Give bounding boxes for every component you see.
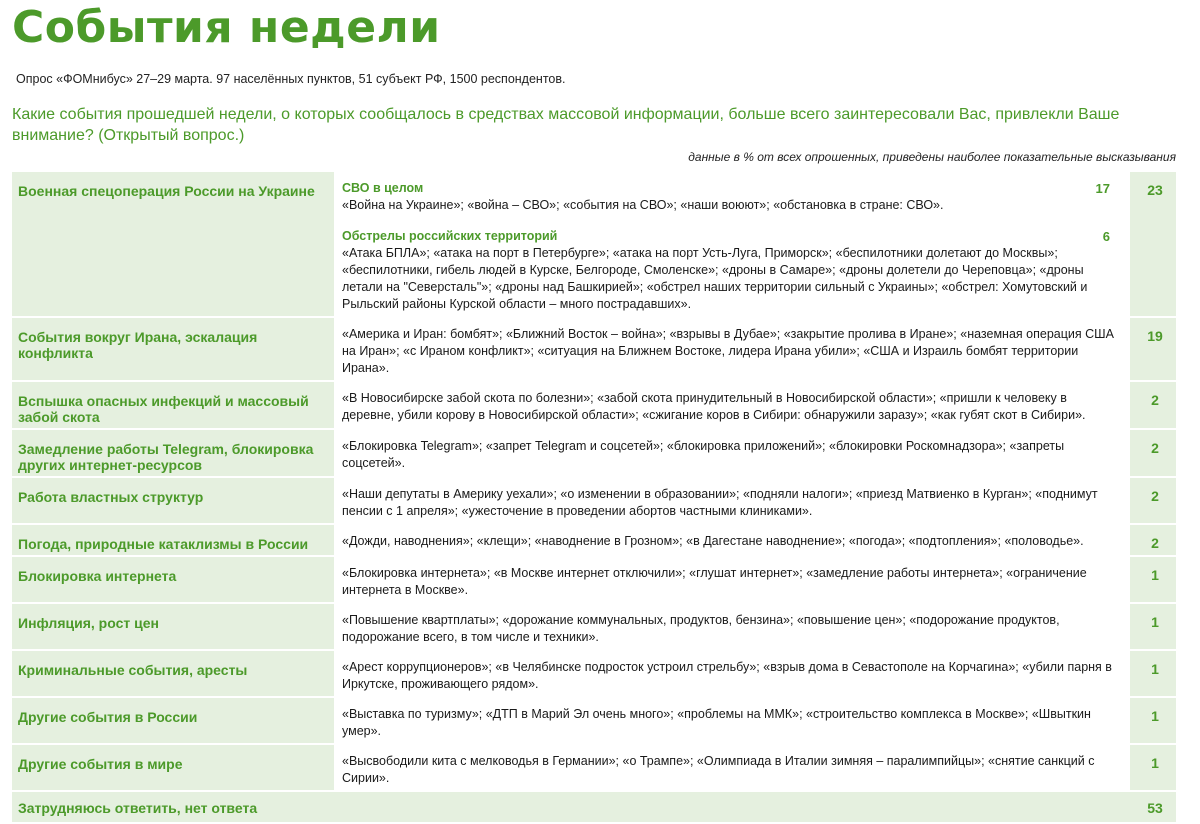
category-label: Другие события в России bbox=[12, 697, 334, 744]
table-row bbox=[12, 317, 1176, 381]
table-row bbox=[12, 429, 1176, 477]
quotes-cell: «Наши депутаты в Америку уехали»; «о изменении в образовании»; «подняли налоги»; «приезд Матвиенко в Курган»; «поднимут пенсии с 1 апреля»; «ужесточение в проведении абортов частными клиниками». bbox=[334, 477, 1130, 524]
table-row bbox=[12, 556, 1176, 603]
quotes-cell: «Дожди, наводнения»; «клещи»; «наводнение в Грозном»; «в Дагестане наводнение»; «погода»; «подтопления»; «половодье». bbox=[334, 524, 1130, 556]
survey-info: Опрос «ФОМнибус» 27–29 марта. 97 населённых пунктов, 51 субъект РФ, 1500 респондентов. bbox=[16, 72, 566, 86]
percent-value: 23 bbox=[1134, 172, 1176, 317]
quotes-cell: «Высвободили кита с мелководья в Германии»; «о Трампе»; «Олимпиада в Италии зимняя – паралимпийцы»; «снятие санкций с Сирии». bbox=[334, 744, 1130, 791]
percent-value: 2 bbox=[1134, 429, 1176, 477]
quotes-cell: «Повышение квартплаты»; «дорожание коммунальных, продуктов, бензина»; «повышение цен»; «подорожание продуктов, подорожание всего, в том числе и техники». bbox=[334, 603, 1130, 650]
footer-label: Затрудняюсь ответить, нет ответа bbox=[12, 791, 1134, 823]
category-label: События вокруг Ирана, эскалация конфликта bbox=[12, 317, 334, 381]
category-label: Криминальные события, аресты bbox=[12, 650, 334, 697]
quotes-cell bbox=[334, 172, 1130, 317]
footer-value: 53 bbox=[1134, 791, 1176, 823]
subgroup-title: СВО в целом bbox=[342, 181, 424, 195]
percent-value: 1 bbox=[1134, 556, 1176, 603]
category-label: Работа властных структур bbox=[12, 477, 334, 524]
subgroup-value: 17 bbox=[1095, 181, 1110, 196]
data-note: данные в % от всех опрошенных, приведены наиболее показательные высказывания bbox=[688, 150, 1176, 164]
results-table bbox=[12, 172, 1176, 824]
table-row bbox=[12, 172, 1176, 317]
category-label: Вспышка опасных инфекций и массовый забой скота bbox=[12, 381, 334, 429]
category-label: Погода, природные катаклизмы в России bbox=[12, 524, 334, 556]
survey-question: Какие события прошедшей недели, о которых сообщалось в средствах массовой информации, больше всего заинтересовали Вас, привлекли Ваше внимание? (Открытый вопрос.) bbox=[12, 106, 1120, 144]
table-row bbox=[12, 381, 1176, 429]
quotes-cell: «Америка и Иран: бомбят»; «Ближний Восток – война»; «взрывы в Дубае»; «закрытие пролива в Иране»; «наземная операция США на Иран»; «с Ираном конфликт»; «ситуация на Ближнем Востоке, лидера Ирана убили»; «США и Израиль бомбят территории Ирана». bbox=[334, 317, 1130, 381]
subgroup bbox=[342, 180, 1122, 214]
quotes-cell: «Блокировка интернета»; «в Москве интернет отключили»; «глушат интернет»; «замедление работы интернета»; «ограничение интернета в Москве». bbox=[334, 556, 1130, 603]
page-title: События недели bbox=[12, 2, 441, 53]
subgroup-quotes: «Атака БПЛА»; «атака на порт в Петербурге»; «атака на порт Усть-Луга, Приморск»; «беспилотники долетают до Москвы»; «беспилотники, гибель людей в Курске, Белгороде, Смоленске»; «дроны в Самаре»; «дроны долетели до Череповца»; «дроны летали на "Северсталь"»; «дроны над Башкирией»; «обстрел наших территории сильный с Украины»; «обстрел: Хомутовский и Рыльский районы Курской области – много пострадавших». bbox=[342, 246, 1088, 311]
subgroup-value: 6 bbox=[1102, 229, 1110, 244]
percent-value: 19 bbox=[1134, 317, 1176, 381]
table-row bbox=[12, 697, 1176, 744]
table-row bbox=[12, 650, 1176, 697]
percent-value: 2 bbox=[1134, 524, 1176, 556]
quotes-cell: «Блокировка Telegram»; «запрет Telegram и соцсетей»; «блокировка приложений»; «блокировки Роскомнадзора»; «запреты соцсетей». bbox=[334, 429, 1130, 477]
percent-value: 1 bbox=[1134, 650, 1176, 697]
percent-value: 1 bbox=[1134, 603, 1176, 650]
subgroup bbox=[342, 228, 1122, 313]
quotes-cell: «Арест коррупционеров»; «в Челябинске подросток устроил стрельбу»; «взрыв дома в Севастополе на Корчагина»; «убили парня в Иркутске, проживающего рядом». bbox=[334, 650, 1130, 697]
category-label: Другие события в мире bbox=[12, 744, 334, 791]
table-row-total bbox=[12, 791, 1176, 823]
subgroup-title: Обстрелы российских территорий bbox=[342, 229, 558, 243]
percent-value: 2 bbox=[1134, 477, 1176, 524]
quotes-cell: «В Новосибирске забой скота по болезни»; «забой скота принудительный в Новосибирской области»; «пришли к человеку в деревне, убили корову в Новосибирской области»; «сжигание коров в Сибири: обнаружили заразу»; «как губят скот в Сибири». bbox=[334, 381, 1130, 429]
quotes-cell: «Выставка по туризму»; «ДТП в Марий Эл очень много»; «проблемы на ММК»; «строительство комплекса в Москве»; «Швыткин умер». bbox=[334, 697, 1130, 744]
percent-value: 1 bbox=[1134, 697, 1176, 744]
category-label: Инфляция, рост цен bbox=[12, 603, 334, 650]
subgroup-quotes: «Война на Украине»; «война – СВО»; «события на СВО»; «наши воюют»; «обстановка в стране: СВО». bbox=[342, 198, 944, 212]
table-row bbox=[12, 477, 1176, 524]
table-row bbox=[12, 603, 1176, 650]
table-row bbox=[12, 524, 1176, 556]
category-label: Блокировка интернета bbox=[12, 556, 334, 603]
percent-value: 2 bbox=[1134, 381, 1176, 429]
percent-value: 1 bbox=[1134, 744, 1176, 791]
category-label: Военная спецоперация России на Украине bbox=[12, 172, 334, 317]
category-label: Замедление работы Telegram, блокировка других интернет-ресурсов bbox=[12, 429, 334, 477]
